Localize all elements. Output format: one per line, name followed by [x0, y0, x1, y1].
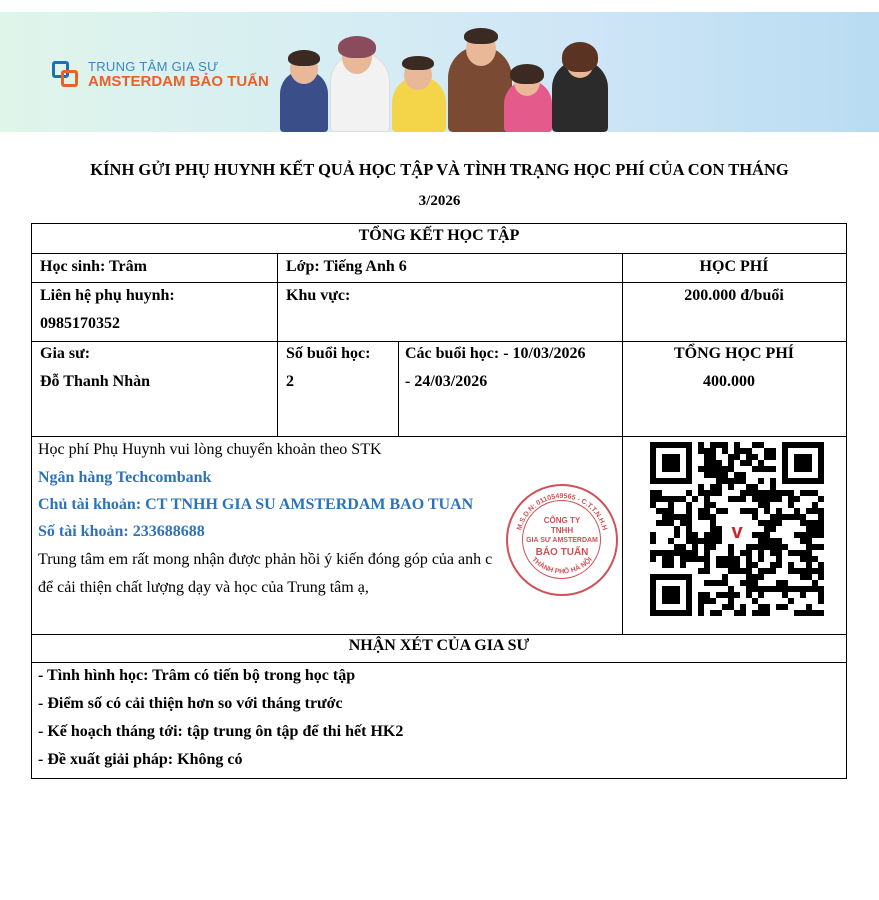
student-name: Học sinh: Trâm — [40, 258, 147, 275]
qr-code-icon — [650, 442, 824, 616]
stamp-top-arc: M.S.D.N: 0110549565 - C.T.T.N.H.H — [516, 492, 608, 532]
tutor-value: Đỗ Thanh Nhàn — [40, 373, 150, 390]
payment-intro: Học phí Phụ Huynh vui lòng chuyển khoản theo STK — [38, 441, 382, 458]
area-label: Khu vực: — [286, 287, 351, 304]
class-name: Lớp: Tiếng Anh 6 — [286, 258, 407, 275]
feedback-header: NHẬN XÉT CỦA GIA SƯ — [348, 637, 530, 654]
account-holder: Chủ tài khoản: CT TNHH GIA SU AMSTERDAM BAO TUAN — [38, 496, 474, 513]
sessions-label: Số buổi học: — [286, 345, 371, 362]
session-dates-line2: - 24/03/2026 — [405, 373, 488, 390]
report-title-month: 3/2026 — [418, 193, 461, 209]
parent-contact-value: 0985170352 — [40, 315, 120, 332]
feedback-item: - Kế hoạch tháng tới: tập trung ôn tập để thi hết HK2 — [38, 723, 404, 740]
account-number: Số tài khoản: 233688688 — [38, 523, 205, 540]
stamp-line4: BẢO TUẤN — [535, 547, 589, 558]
stamp-line3: GIA SƯ AMSTERDAM — [526, 537, 598, 544]
fee-header: HỌC PHÍ — [699, 258, 769, 275]
svg-text:v: v — [731, 521, 743, 543]
feedback-item: - Tình hình học: Trâm có tiến bộ trong học tập — [38, 667, 356, 684]
company-stamp — [506, 484, 618, 596]
bank-name: Ngân hàng Techcombank — [38, 469, 212, 486]
feedback-item: - Đề xuất giải pháp: Không có — [38, 751, 243, 768]
stamp-line2: TNHH — [550, 526, 574, 535]
summary-header: TỔNG KẾT HỌC TẬP — [358, 227, 520, 244]
stamp-line1: CÔNG TY — [543, 516, 581, 525]
report-title: KÍNH GỬI PHỤ HUYNH KẾT QUẢ HỌC TẬP VÀ TÌNH TRẠNG HỌC PHÍ CỦA CON THÁNG — [90, 160, 789, 179]
sessions-value: 2 — [286, 373, 294, 390]
svg-text:THÀNH PHỐ HÀ NỘI — [530, 556, 593, 576]
tutor-label: Gia sư: — [40, 345, 91, 362]
parent-contact-label: Liên hệ phụ huynh: — [40, 287, 175, 304]
brand-logo — [52, 60, 269, 89]
session-dates-line1: Các buổi học: - 10/03/2026 — [405, 345, 586, 362]
stamp-bottom-arc: THÀNH PHỐ HÀ NỘI — [530, 556, 594, 576]
header-banner — [0, 12, 879, 132]
banner-photo-people — [272, 32, 612, 132]
feedback-item: - Điểm số có cải thiện hơn so với tháng trước — [38, 695, 343, 712]
brand-name-line2: AMSTERDAM BẢO TUẤN — [88, 72, 269, 90]
fee-value: 200.000 đ/buổi — [684, 287, 784, 304]
feedback-note-line2: để cải thiện chất lượng dạy và học của Trung tâm ạ, — [38, 579, 369, 596]
total-fee-value: 400.000 — [703, 373, 755, 390]
total-fee-label: TỔNG HỌC PHÍ — [673, 345, 794, 362]
feedback-note-line1: Trung tâm em rất mong nhận được phản hồi ý kiến đóng góp của anh c — [38, 551, 493, 568]
amsterdam-logo-icon — [52, 61, 80, 89]
brand-name-line1: TRUNG TÂM GIA SƯ — [88, 59, 219, 74]
